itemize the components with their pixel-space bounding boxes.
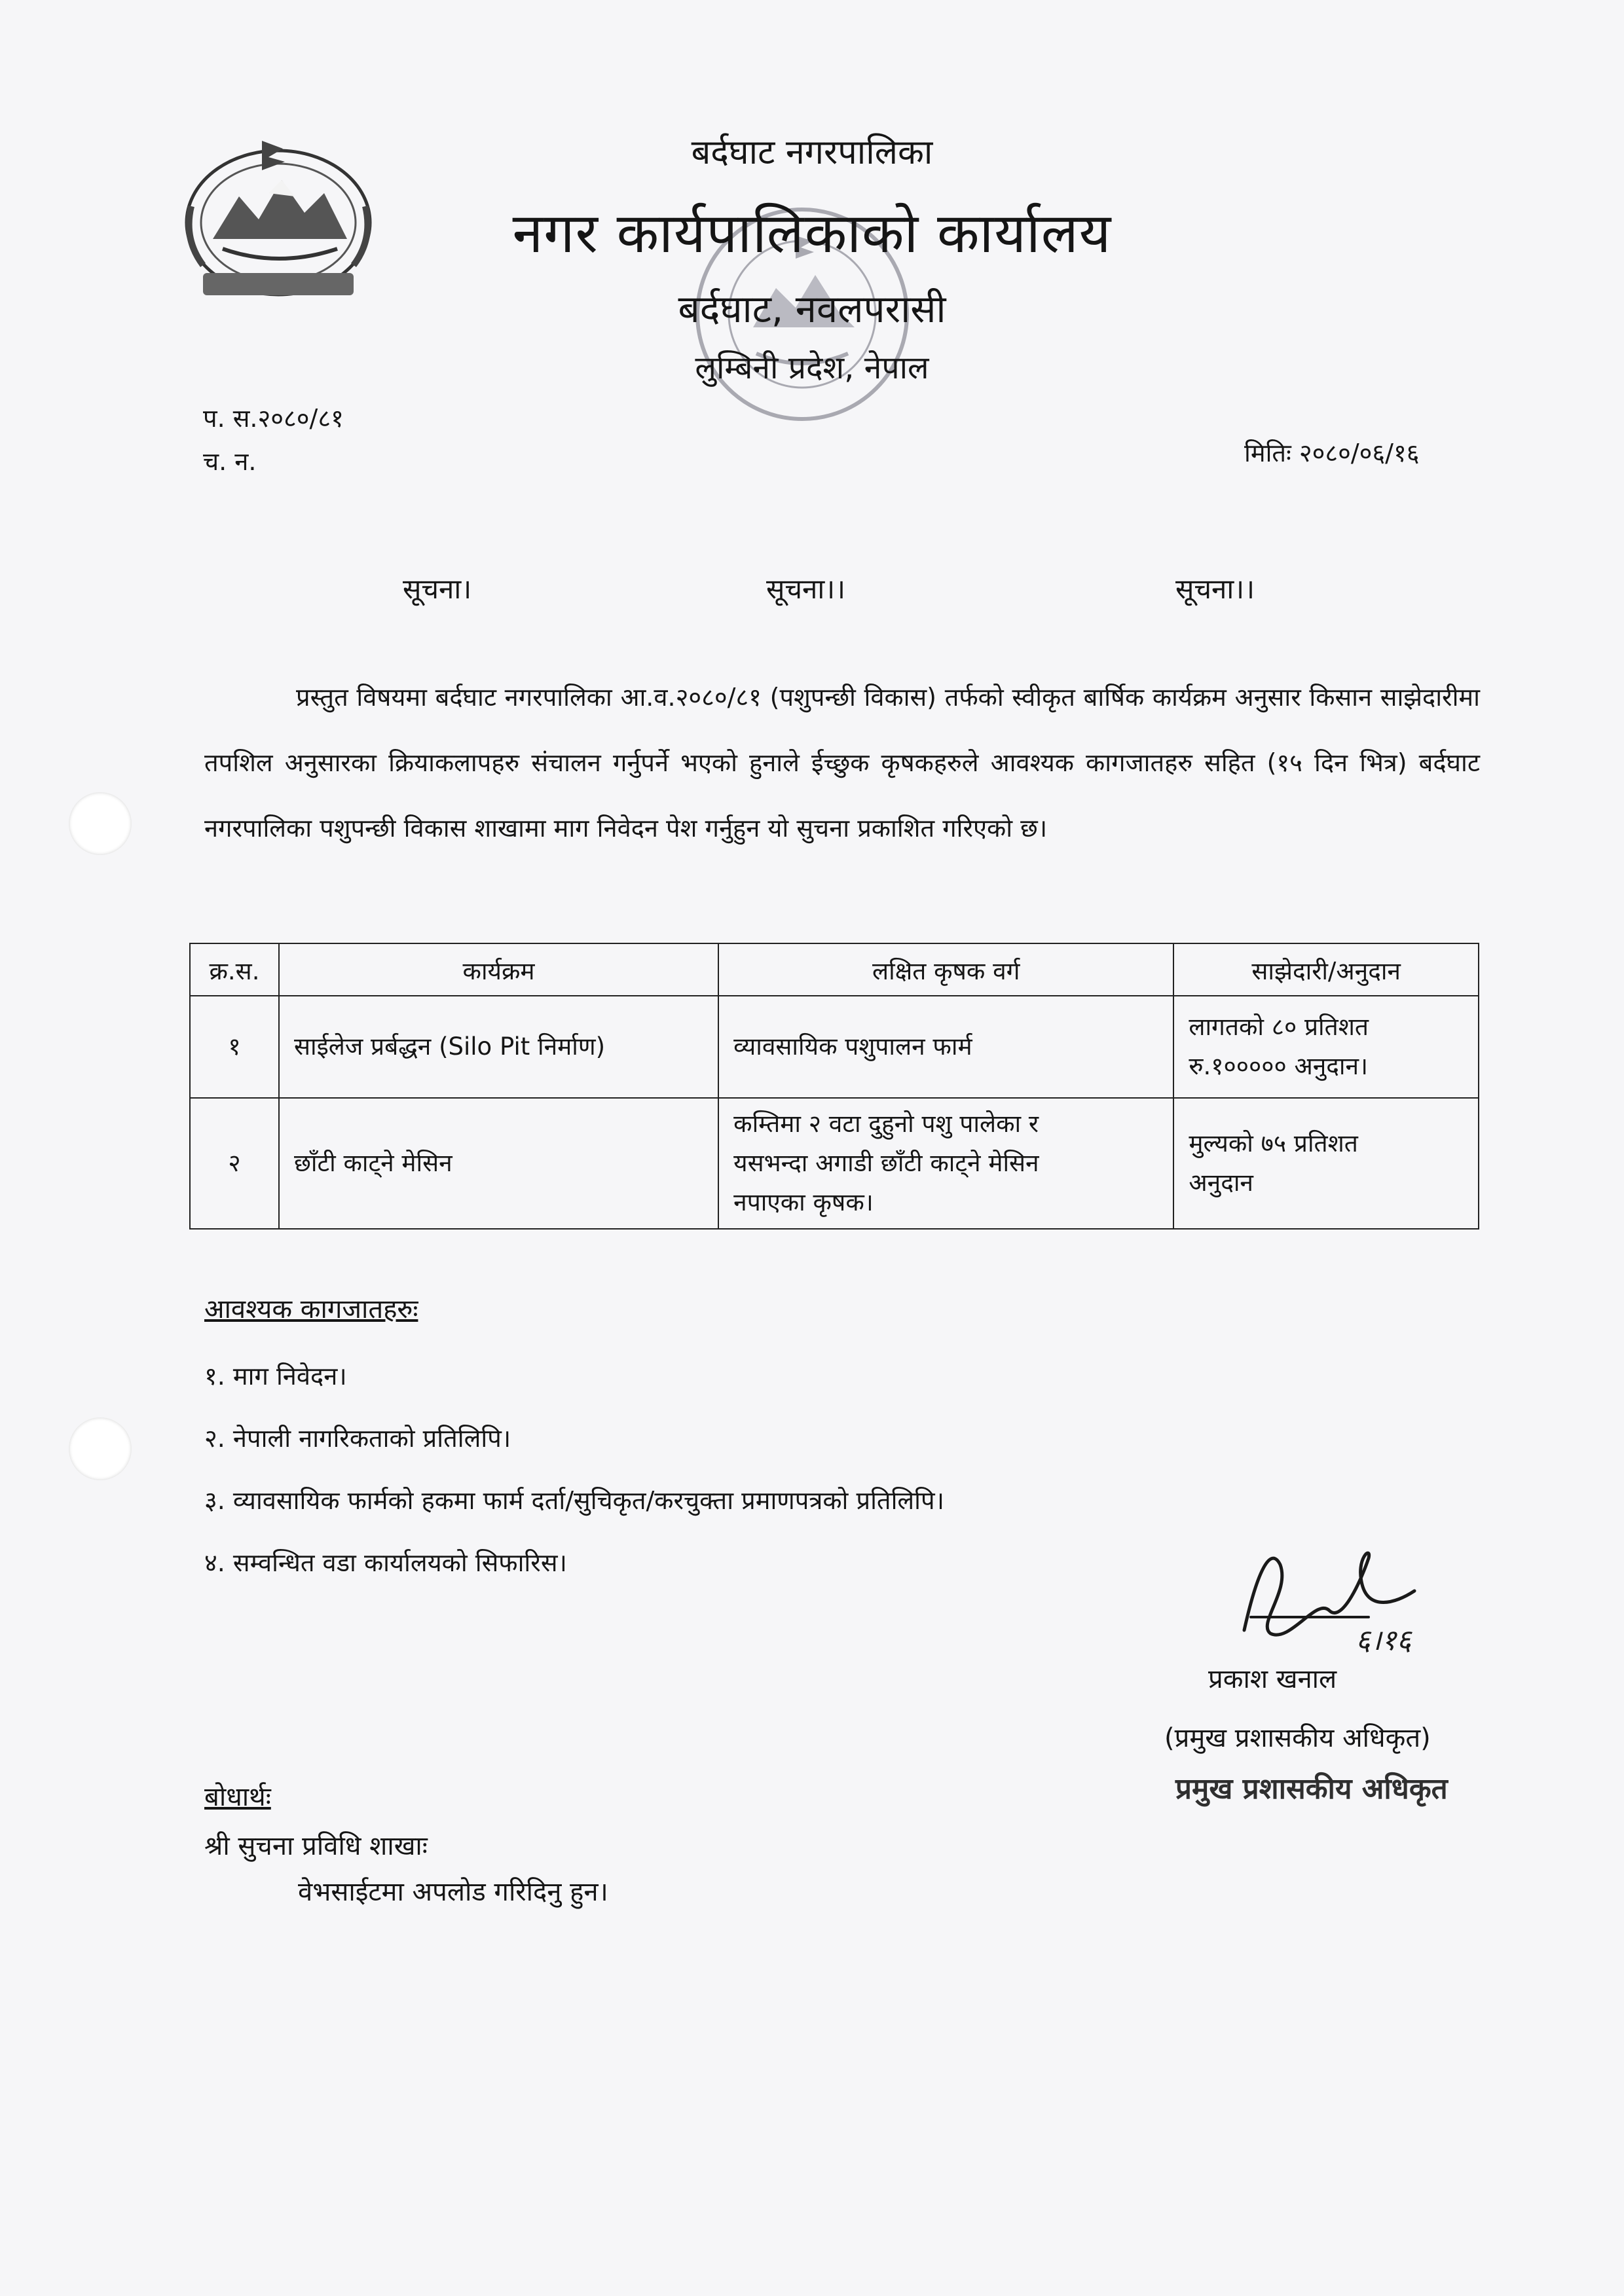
row-target-line: यसभन्दा अगाडी छाँटी काट्ने मेसिन xyxy=(733,1149,1039,1177)
signature-icon xyxy=(1231,1519,1454,1663)
row-share-line: अनुदान xyxy=(1189,1169,1253,1197)
row-target-line: नपाएका कृषक। xyxy=(733,1188,874,1216)
column-header-target: लक्षित कृषक वर्ग xyxy=(718,943,1173,996)
requirement-item: २. नेपाली नागरिकताको प्रतिलिपि। xyxy=(204,1424,511,1453)
requirement-item: ३. व्यावसायिक फार्मको हकमा फार्म दर्ता/सुचिकृत/करचुक्ता प्रमाणपत्रको प्रतिलिपि। xyxy=(204,1486,945,1515)
notice-paragraph: प्रस्तुत विषयमा बर्दघाट नगरपालिका आ.व.२०८०/८१ (पशुपन्छी विकास) तर्फको स्वीकृत बार्षिक कार्यक्रम अनुसार किसान साझेदारीमा तपशिल अनुसारका क्रियाकलापहरु संचालन गर्नुपर्ने भएको हुनाले ईच्छुक कृषकहरुले आवश्यक कागजातहरु सहित (१५ दिन भित्र) बर्दघाट नगरपालिका पशुपन्छी विकास शाखामा माग निवेदन पेश गर्नुहुन यो सुचना प्रकाशित गरिएको छ। xyxy=(204,683,1480,843)
cc-recipient: श्री सुचना प्रविधि शाखाः xyxy=(204,1831,428,1861)
signature-date-text: ६।१६ xyxy=(1356,1624,1412,1657)
table-row xyxy=(190,996,1479,1098)
table-header-row xyxy=(190,943,1479,996)
column-header-sn: क्र.स. xyxy=(190,943,279,996)
row-program: छाँटी काट्ने मेसिन xyxy=(279,1098,718,1229)
signatory-role-stamp: प्रमुख प्रशासकीय अधिकृत xyxy=(1175,1772,1448,1806)
office-province: लुम्बिनी प्रदेश, नेपाल xyxy=(695,350,929,386)
office-name: नगर कार्यपालिकाको कार्यालय xyxy=(512,201,1112,265)
row-sn: २ xyxy=(190,1098,279,1229)
row-share xyxy=(1173,996,1479,1098)
program-table xyxy=(189,943,1479,1230)
row-share-line: लागतको ८० प्रतिशत xyxy=(1189,1013,1369,1041)
reference-number: प. स.२०८०/८१ xyxy=(203,404,344,433)
cc-task: वेभसाईटमा अपलोड गरिदिनु हुन। xyxy=(298,1877,608,1907)
row-share-line: रु.१००००० अनुदान। xyxy=(1189,1052,1369,1080)
column-header-program: कार्यक्रम xyxy=(279,943,718,996)
row-target-line: कम्तिमा २ वटा दुहुनो पशु पालेका र xyxy=(733,1110,1039,1138)
issue-date: मितिः २०८०/०६/१६ xyxy=(1244,439,1420,467)
table-row xyxy=(190,1098,1479,1229)
office-location: बर्दघाट, नवलपरासी xyxy=(678,287,946,331)
row-program: साईलेज प्रर्बद्धन (Silo Pit निर्माण) xyxy=(279,996,718,1098)
row-sn: १ xyxy=(190,996,279,1098)
row-share-line: मुल्यको ७५ प्रतिशत xyxy=(1189,1129,1358,1157)
signatory-name: प्रकाश खनाल xyxy=(1208,1664,1337,1694)
signatory-role: (प्रमुख प्रशासकीय अधिकृत) xyxy=(1164,1723,1431,1753)
requirement-item: १. माग निवेदन। xyxy=(204,1362,347,1391)
row-target xyxy=(718,1098,1173,1229)
notice-word: सूचना। xyxy=(403,573,472,605)
notice-word: सूचना।। xyxy=(1175,573,1255,605)
requirements-title: आवश्यक कागजातहरुः xyxy=(204,1294,418,1324)
column-header-share: साझेदारी/अनुदान xyxy=(1173,943,1479,996)
requirement-item: ४. सम्वन्धित वडा कार्यालयको सिफारिस। xyxy=(204,1548,567,1577)
punch-hole-top xyxy=(69,792,132,855)
dispatch-number: च. न. xyxy=(203,447,257,476)
municipality-name: बर्दघाट नगरपालिका xyxy=(691,133,933,172)
notice-word: सूचना।। xyxy=(766,573,846,605)
row-share xyxy=(1173,1098,1479,1229)
cc-title: बोधार्थः xyxy=(204,1782,271,1812)
punch-hole-bottom xyxy=(69,1417,132,1480)
row-target: व्यावसायिक पशुपालन फार्म xyxy=(718,996,1173,1098)
